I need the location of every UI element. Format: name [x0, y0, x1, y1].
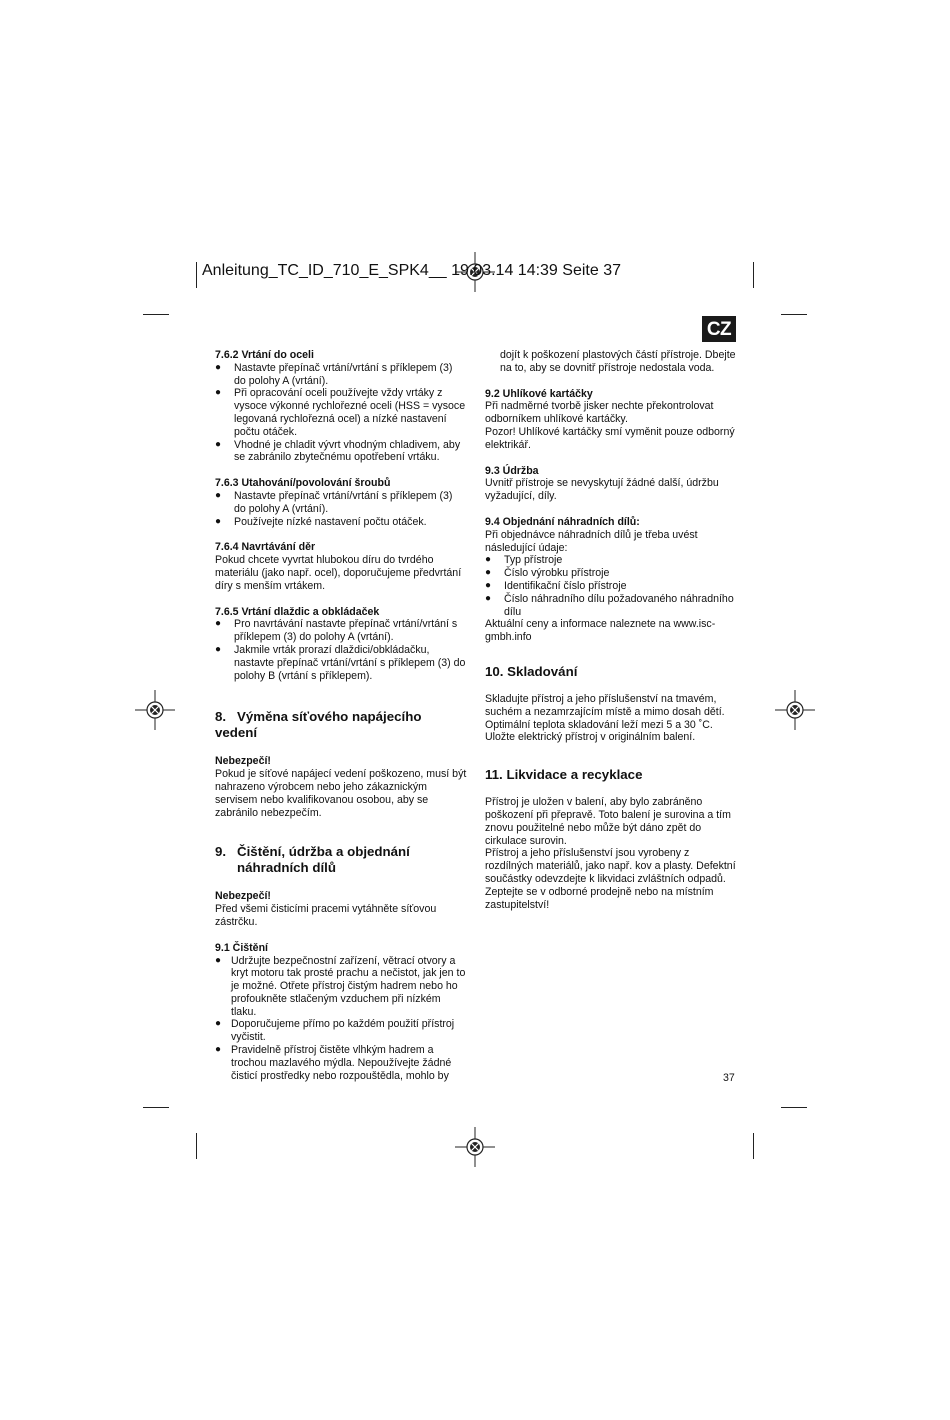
paragraph: Při objednávce náhradních dílů je třeba uvést následující údaje:	[485, 528, 698, 554]
crop-mark	[753, 262, 754, 288]
paragraph: Přístroj je uložen v balení, aby bylo zabráněno poškození při přepravě. Toto balení je surovina a tím znovu použitelné nebo může být dáno zpět do cirkulace surovin.	[485, 796, 731, 847]
paragraph: Při nadměrné tvorbě jisker nechte překontrolovat odborníkem uhlíkové kartáčky.	[485, 400, 714, 426]
list-item: ● Číslo náhradního dílu požadovaného náhradního dílu	[485, 593, 737, 619]
section-heading: 9.4 Objednání náhradních dílů:	[485, 515, 640, 528]
chapter-title-continued: náhradních dílů	[237, 860, 336, 876]
list-item: ● Používejte nízké nastavení počtu otáček.	[215, 516, 467, 529]
left-column	[215, 349, 467, 1082]
list-item: ● Číslo výrobku přístroje	[485, 567, 737, 580]
list-item: ● Udržujte bezpečnostní zařízení, větrací otvory a kryt motoru tak prosté prachu a nečistot, jak jen to je možné. Otřete přístroj čistým hadrem nebo ho profoukněte stlačeným vzduchem při nízkém tlaku.	[215, 955, 467, 1019]
bullet-list	[215, 618, 467, 682]
paragraph: Pokud chcete vyvrtat hlubokou díru do tvrdého materiálu (jako např. ocel), doporučujeme předvrtání díry s menším vrtákem.	[215, 554, 462, 592]
language-badge: CZ	[702, 316, 736, 342]
chapter-number: 8.	[215, 709, 227, 725]
crop-mark	[196, 262, 197, 288]
chapter-heading: 11. Likvidace a recyklace	[485, 767, 643, 783]
list-item: ● Vhodné je chladit vývrt vhodným chladivem, aby se zabránilo zbytečnému opotřebení vrtáku.	[215, 439, 467, 465]
list-item: ● Při opracování oceli používejte vždy vrtáky z vysoce výkonné rychlořezné oceli (HSS = vysoce legovaná rychlořezná ocel) a nízké nastavení počtu otáček.	[215, 387, 467, 438]
warning-label: Nebezpečí!	[215, 755, 271, 768]
page-number: 37	[723, 1072, 735, 1084]
chapter-heading	[215, 709, 467, 741]
paragraph: Uvnitř přístroje se nevyskytují žádné další, údržbu vyžadující, díly.	[485, 477, 719, 503]
warning-label: Nebezpečí!	[215, 890, 271, 903]
paragraph: Skladujte přístroj a jeho příslušenství na tmavém, suchém a nezamrzajícím místě a mimo dosah dětí. Optimální teplota skladování leží mezi 5 a 30 ˚C. Uložte elektrický přístroj v originálním balení.	[485, 692, 725, 744]
section-heading: 9.2 Uhlíkové kartáčky	[485, 387, 593, 400]
list-item: ● Nastavte přepínač vrtání/vrtání s příklepem (3) do polohy A (vrtání).	[215, 362, 467, 388]
crop-mark	[781, 314, 807, 315]
paragraph: Aktuální ceny a informace naleznete na www.isc-gmbh.info	[485, 618, 716, 644]
section-heading: 9.3 Údržba	[485, 464, 539, 477]
bullet-list	[215, 362, 467, 464]
section-heading: 9.1 Čištění	[215, 941, 268, 954]
chapter-heading	[215, 844, 467, 876]
paragraph: Pokud je síťové napájecí vedení poškozeno, musí být nahrazeno výrobcem nebo jeho zákaznickým servisem nebo kvalifikovanou osobou, aby se zabránilo nebezpečím.	[215, 768, 467, 819]
registration-mark-icon	[455, 1127, 495, 1167]
crop-mark	[196, 1133, 197, 1159]
crop-mark	[753, 1133, 754, 1159]
paragraph: Pozor! Uhlíkové kartáčky smí vyměnit pouze odborný elektrikář.	[485, 425, 735, 451]
registration-mark-icon	[135, 690, 175, 730]
chapter-heading: 10. Skladování	[485, 663, 578, 679]
list-item: ● Pro navrtávání nastavte přepínač vrtání/vrtání s příklepem (3) do polohy A (vrtání).	[215, 618, 467, 644]
bullet-list	[215, 490, 467, 528]
list-item: ● Doporučujeme přímo po každém použití přístroj vyčistit.	[215, 1018, 467, 1044]
crop-mark	[143, 1107, 169, 1108]
bullet-list	[215, 955, 467, 1083]
section-heading: 7.6.3 Utahování/povolování šroubů	[215, 477, 391, 490]
list-item: ● Jakmile vrták prorazí dlaždici/obkládačku, nastavte přepínač vrtání/vrtání s příklepem (3) do polohy B (vrtání s příklepem).	[215, 644, 467, 682]
paragraph: Přístroj a jeho příslušenství jsou vyrobeny z rozdílných materiálů, jako např. kov a plasty. Defektní součástky odevzdejte k likvidaci zvláštních odpadů. Zeptejte se v odborné prodejně nebo na místním zastupitelství!	[485, 847, 736, 911]
print-header: Anleitung_TC_ID_710_E_SPK4__ 19.03.14 14:39 Seite 37	[202, 262, 621, 279]
section-heading: 7.6.4 Navrtávání děr	[215, 541, 316, 554]
right-column	[485, 349, 737, 911]
list-item: ● Identifikační číslo přístroje	[485, 580, 737, 593]
paragraph: dojít k poškození plastových částí přístroje. Dbejte na to, aby se dovnitř přístroje nedostala voda.	[500, 349, 736, 374]
bullet-list	[485, 554, 737, 618]
paragraph: Před všemi čisticími pracemi vytáhněte síťovou zástrčku.	[215, 903, 437, 928]
section-heading: 7.6.2 Vrtání do oceli	[215, 349, 314, 361]
chapter-title: Čištění, údržba a objednání	[237, 844, 410, 860]
section-heading: 7.6.5 Vrtání dlaždic a obkládaček	[215, 605, 380, 618]
list-item: ● Nastavte přepínač vrtání/vrtání s příklepem (3) do polohy A (vrtání).	[215, 490, 467, 516]
crop-mark	[143, 314, 169, 315]
chapter-number: 9.	[215, 844, 227, 860]
list-item: ● Pravidelně přístroj čistěte vlhkým hadrem a trochou mazlavého mýdla. Nepoužívejte žádné čisticí prostředky nebo rozpouštědla, mohlo by	[215, 1044, 467, 1082]
chapter-title: Výměna síťového napájecího vedení	[215, 709, 422, 741]
crop-mark	[781, 1107, 807, 1108]
list-item: ● Typ přístroje	[485, 554, 737, 567]
registration-mark-icon	[775, 690, 815, 730]
